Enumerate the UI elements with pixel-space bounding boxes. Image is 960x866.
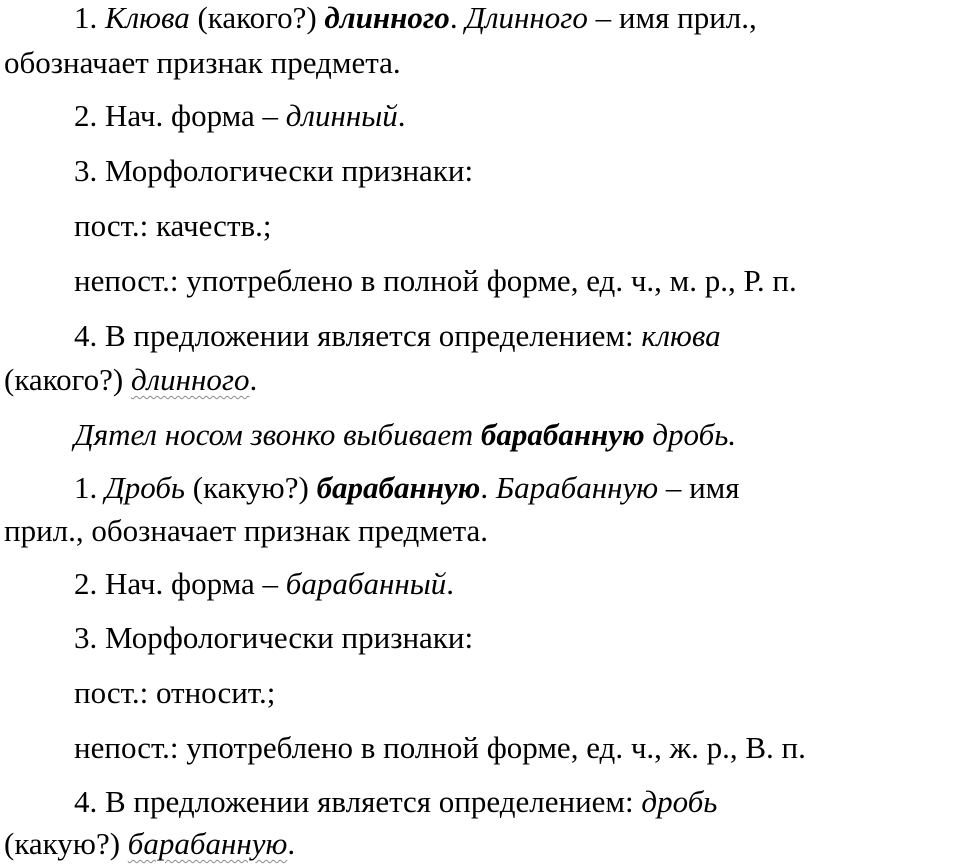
b1-item4-line1 xyxy=(74,318,721,354)
b1-item1-num: 1. xyxy=(74,0,98,35)
b2-item1-line1 xyxy=(74,470,740,506)
b1-nonconst: непост.: употреблено в полной форме, ед. ч., м. р., Р. п. xyxy=(74,263,797,298)
b2-item2-form: барабанный xyxy=(285,566,447,601)
b2-item2-dot: . xyxy=(446,566,454,601)
sentence-part1: Дятел носом звонко выбивает xyxy=(74,417,474,452)
b1-item1-question: (какого?) xyxy=(197,0,317,35)
b1-item4-word: клюва xyxy=(641,318,721,353)
b2-item4-text: 4. В предложении является определением: xyxy=(74,784,634,819)
b1-item2-form: длинный xyxy=(285,98,398,133)
sentence-bold-word: барабанную xyxy=(480,417,645,452)
b2-item1-word: Дробь xyxy=(105,470,186,505)
b1-item1-word: Клюва xyxy=(105,0,190,35)
b1-item4-text: 4. В предложении является определением: xyxy=(74,318,634,353)
b1-item1-word2: Длинного xyxy=(465,0,588,35)
b1-item4-question: (какого?) xyxy=(4,362,124,397)
b1-item1-line2: обозначает признак предмета. xyxy=(4,45,401,80)
b2-item1-word2: Барабанную xyxy=(495,470,659,505)
b2-item1-dot: . xyxy=(480,470,489,505)
b2-item1-num: 1. xyxy=(74,470,98,505)
b2-const: пост.: относит.; xyxy=(74,675,276,710)
example-sentence xyxy=(74,417,736,453)
b2-item1-question: (какую?) xyxy=(192,470,309,505)
b2-item1-answer: барабанную xyxy=(316,470,481,505)
b1-item1-answer: длинного xyxy=(324,0,450,35)
b1-item4-line2 xyxy=(4,362,257,398)
b2-item2 xyxy=(74,566,454,602)
b2-nonconst: непост.: употреблено в полной форме, ед. ч., ж. р., В. п. xyxy=(74,730,806,765)
b1-const: пост.: качеств.; xyxy=(74,208,272,243)
b1-item4-dot: . xyxy=(249,362,258,397)
b2-item4-word: дробь xyxy=(641,784,718,819)
b2-item4-question: (какую?) xyxy=(4,826,121,861)
b2-item4-dot: . xyxy=(287,826,296,861)
b1-item4-answer: длинного xyxy=(130,362,250,397)
b2-item1-line2: прил., обозначает признак предмета. xyxy=(4,513,489,548)
b2-item1-rest1: – имя xyxy=(665,470,740,505)
b1-item1-rest1: – имя прил., xyxy=(595,0,757,35)
b2-item2-text: 2. Нач. форма – xyxy=(74,566,279,601)
b1-item2 xyxy=(74,98,405,134)
b2-item4-line2 xyxy=(4,826,295,862)
b2-item4-line1 xyxy=(74,784,717,820)
b1-item1-line1 xyxy=(74,0,757,36)
b1-item1-dot: . xyxy=(449,0,458,35)
b1-item2-text: 2. Нач. форма – xyxy=(74,98,279,133)
b2-item4-answer: барабанную xyxy=(127,826,288,861)
b1-item3: 3. Морфологически признаки: xyxy=(74,153,474,188)
b1-item2-dot: . xyxy=(397,98,406,133)
b2-item3: 3. Морфологически признаки: xyxy=(74,620,474,655)
sentence-part2: дробь. xyxy=(652,417,737,452)
